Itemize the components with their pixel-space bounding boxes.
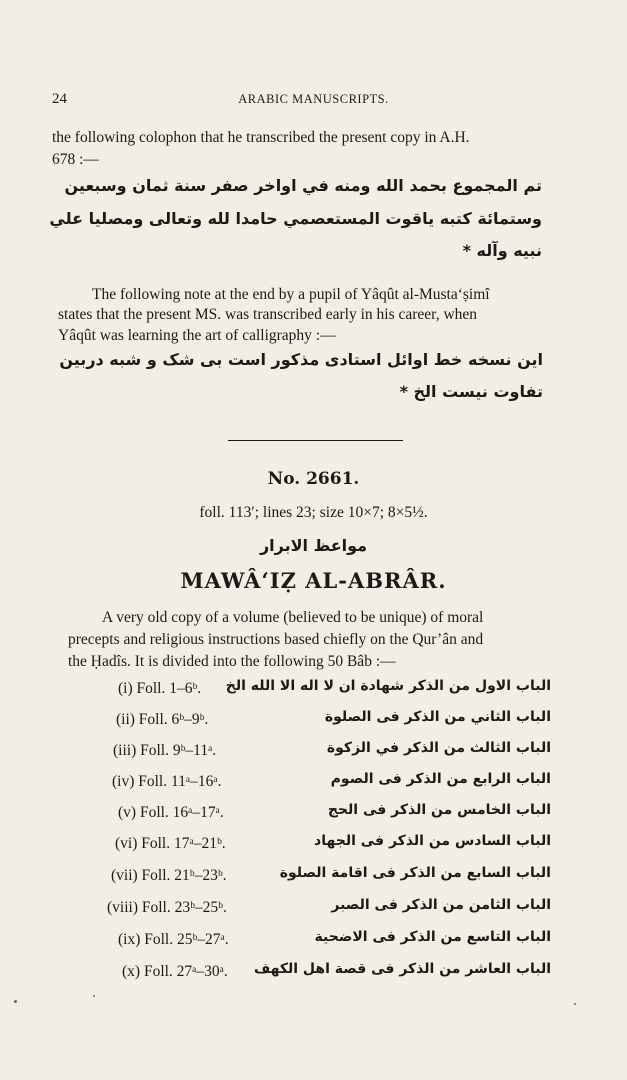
section-divider <box>228 440 403 441</box>
chapter-row <box>0 799 627 829</box>
chapter-row <box>0 830 627 860</box>
chapter-arabic-title: الباب السابع من الذكر فی اقامة الصلوة <box>279 865 551 881</box>
colophon-arabic-line-3: نبيه وآله * <box>462 241 542 260</box>
chapter-folio-ref: (i) Foll. 1–6ᵇ. <box>118 680 202 697</box>
paper-speck <box>93 995 95 997</box>
chapter-folio-ref: (vii) Foll. 21ᵇ–23ᵇ. <box>111 867 227 884</box>
title-english: MAWÂ‘IẒ AL-ABRÂR. <box>180 568 447 593</box>
chapter-arabic-title: الباب الثامن من الذكر فی الصبر <box>331 897 551 913</box>
folio-specification: foll. 113′; lines 23; size 10×7; 8×5½. <box>199 504 428 521</box>
description-line-2: precepts and religious instructions based chiefly on the Qur’ân and <box>68 631 484 648</box>
note-line-3: Yâqût was learning the art of calligraphy :— <box>58 327 336 344</box>
chapter-arabic-title: الباب الرابع من الذكر فی الصوم <box>330 771 551 787</box>
chapter-row <box>0 768 627 798</box>
chapter-folio-ref: (vi) Foll. 17ᵃ–21ᵇ. <box>115 835 226 852</box>
chapter-row <box>0 894 627 924</box>
chapter-folio-ref: (v) Foll. 16ᵃ–17ᵃ. <box>118 804 224 821</box>
entry-number: No. 2661. <box>267 469 360 489</box>
persian-note-line-1: این نسخه خط اوائل استادی مذکور است بی شک و شبه دربین <box>59 350 543 369</box>
chapter-arabic-title: الباب الثاني من الذكر فی الصلوة <box>324 709 551 725</box>
persian-note-line-2: تفاوت نیست الخ * <box>399 382 543 401</box>
chapter-row <box>0 926 627 956</box>
chapter-folio-ref: (x) Foll. 27ᵃ–30ᵃ. <box>122 963 228 980</box>
colophon-intro-line-2: 678 :— <box>52 151 99 168</box>
chapter-arabic-title: الباب الخامس من الذكر فی الحج <box>327 802 551 818</box>
chapter-row <box>0 737 627 767</box>
chapter-arabic-title: الباب التاسع من الذكر فی الاضحية <box>314 929 551 945</box>
colophon-arabic-line-2: وستمائة كتبه ياقوت المستعصمي حامدا لله وتعالى ومصليا علي <box>49 209 542 228</box>
chapter-folio-ref: (iv) Foll. 11ᵃ–16ᵃ. <box>112 773 222 790</box>
running-head: ARABIC MANUSCRIPTS. <box>238 92 389 106</box>
colophon-intro-line-1: the following colophon that he transcribed the present copy in A.H. <box>52 129 470 146</box>
chapter-folio-ref: (viii) Foll. 23ᵇ–25ᵇ. <box>107 899 227 916</box>
chapter-row <box>0 706 627 736</box>
chapter-folio-ref: (ii) Foll. 6ᵇ–9ᵇ. <box>116 711 209 728</box>
chapter-folio-ref: (ix) Foll. 25ᵇ–27ᵃ. <box>118 931 229 948</box>
page-number: 24 <box>52 91 67 107</box>
chapter-row <box>0 675 627 705</box>
chapter-folio-ref: (iii) Foll. 9ᵇ–11ᵃ. <box>113 742 217 759</box>
chapter-arabic-title: الباب العاشر من الذكر فی قصة اهل الكهف <box>253 961 551 977</box>
colophon-arabic-line-1: تم المجموع بحمد الله ومنه في اواخر صفر سنة ثمان وسبعين <box>64 176 542 195</box>
chapter-arabic-title: الباب الثالث من الذكر في الزكوة <box>326 740 551 756</box>
paper-speck <box>14 1000 17 1003</box>
chapter-arabic-title: الباب السادس من الذكر فی الجهاد <box>314 833 551 849</box>
title-arabic: مواعظ الابرار <box>259 536 368 555</box>
note-line-1: The following note at the end by a pupil of Yâqût al-Musta‘ṣimî <box>92 286 490 303</box>
description-line-1: A very old copy of a volume (believed to be unique) of moral <box>102 609 484 626</box>
chapter-arabic-title: الباب الاول من الذكر شهادة ان لا اله الا الله الخ <box>225 678 551 694</box>
description-line-3: the Ḥadîs. It is divided into the following 50 Bâb :— <box>68 653 396 670</box>
note-line-2: states that the present MS. was transcribed early in his career, when <box>58 306 478 323</box>
paper-speck <box>574 1003 576 1005</box>
chapter-row <box>0 862 627 892</box>
chapter-row <box>0 958 627 988</box>
